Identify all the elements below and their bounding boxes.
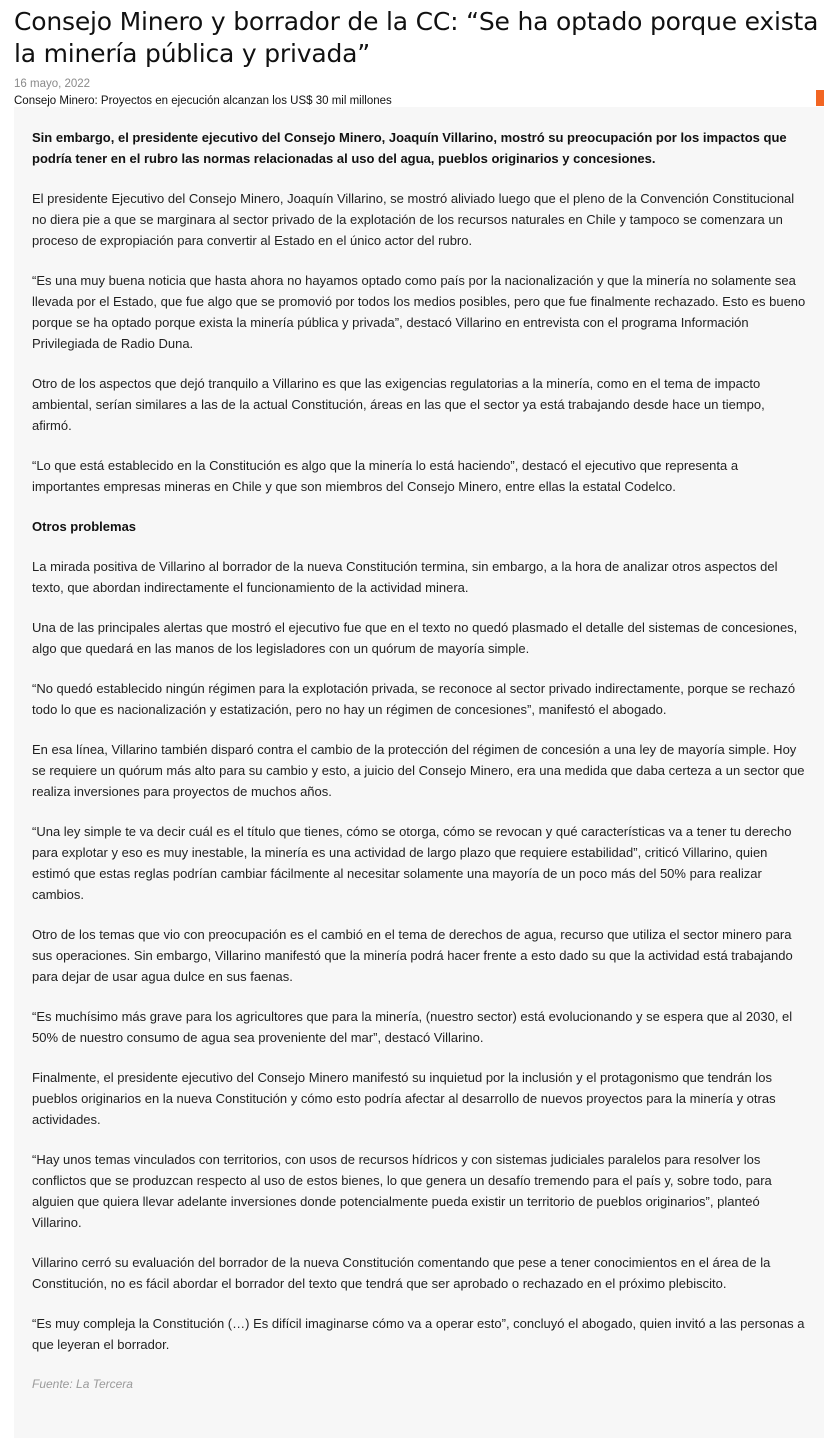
paragraph: Una de las principales alertas que mostró el ejecutivo fue que en el texto no quedó plasmado el detalle del sistemas de concesiones, algo que quedará en las manos de los legisladores con un quórum de mayoría simple.: [32, 620, 798, 656]
paragraph: Finalmente, el presidente ejecutivo del Consejo Minero manifestó su inquietud por la inclusión y el protagonismo que tendrán los pueblos originarios en la nueva Constitución y cómo esto podría afectar al desarrollo de nuevos proyectos para la minería y otras actividades.: [32, 1070, 776, 1127]
paragraph: En esa línea, Villarino también disparó contra el cambio de la protección del régimen de concesión a una ley de mayoría simple. Hoy se requiere un quórum más alto para su cambio y esto, a juicio del Consejo Minero, era una medida que daba certeza a un sector que realiza inversiones para proyectos de muchos años.: [32, 742, 805, 799]
paragraph: “Es muy compleja la Constitución (…) Es difícil imaginarse cómo va a operar esto”, concluyó el abogado, quien invitó a las personas a que leyeran el borrador.: [32, 1316, 805, 1352]
paragraph: “Lo que está establecido en la Constitución es algo que la minería lo está haciendo”, destacó el ejecutivo que representa a importantes empresas mineras en Chile y que son miembros del Consejo Minero, entre ellas la estatal Codelco.: [32, 458, 739, 494]
related-article-link[interactable]: Consejo Minero: Proyectos en ejecución alcanzan los US$ 30 mil millones: [14, 95, 392, 107]
article-date: 16 mayo, 2022: [14, 78, 91, 90]
paragraph: Otro de los temas que vio con preocupación es el cambió en el tema de derechos de agua, recurso que utiliza el sector minero para sus operaciones. Sin embargo, Villarino manifestó que la minería podrá hacer frente a esto dado su que la actividad está trabajando para dejar de usar agua dulce en sus faenas.: [32, 927, 793, 984]
paragraph: “Es una muy buena noticia que hasta ahora no hayamos optado como país por la nacionalización y que la minería no solamente sea llevada por el Estado, que fue algo que se promovió por todos los medios posibles, pero que fue finalmente rechazado. Esto es bueno porque se ha optado porque exista la minería pública y privada”, destacó Villarino en entrevista con el programa Información Privilegiada de Radio Duna.: [32, 273, 806, 351]
paragraph: “Es muchísimo más grave para los agricultores que para la minería, (nuestro sector) está evolucionando y se espera que al 2030, el 50% de nuestro consumo de agua sea proveniente del mar”, destacó Villarino.: [32, 1009, 793, 1045]
article-header: [0, 0, 837, 109]
paragraph: La mirada positiva de Villarino al borrador de la nueva Constitución termina, sin embargo, a la hora de analizar otros aspectos del texto, que abordan indirectamente el funcionamiento de la actividad minera.: [32, 559, 778, 595]
article-lead: Sin embargo, el presidente ejecutivo del Consejo Minero, Joaquín Villarino, mostró su preocupación por los impactos que podría tener en el rubro las normas relacionadas al uso del agua, pueblos originarios y concesiones.: [32, 130, 787, 166]
paragraph: “Hay unos temas vinculados con territorios, con usos de recursos hídricos y con sistemas judiciales paralelos para resolver los conflictos que se produzcan respecto al uso de estos bienes, lo que genera un desafío tremendo para el país y, sobre todo, para alguien que quiera llevar adelante inversiones donde potencialmente pueda existir un territorio de pueblos originarios”, planteó Villarino.: [32, 1152, 772, 1230]
accent-marker: [816, 90, 824, 106]
article-title: Consejo Minero y borrador de la CC: “Se ha optado porque exista la minería pública y privada”: [14, 7, 819, 68]
paragraph: Villarino cerró su evaluación del borrador de la nueva Constitución comentando que pese a tener conocimientos en el área de la Constitución, no es fácil abordar el borrador del texto que tendrá que ser aprobado o rechazado en el próximo plebiscito.: [32, 1255, 771, 1291]
paragraph: Otro de los aspectos que dejó tranquilo a Villarino es que las exigencias regulatorias a la minería, como en el tema de impacto ambiental, serían similares a las de la actual Constitución, áreas en las que el sector ya está trabajando desde hace un tiempo, afirmó.: [32, 376, 765, 433]
paragraph: “No quedó establecido ningún régimen para la explotación privada, se reconoce al sector privado indirectamente, porque se rechazó todo lo que es nacionalización y estatización, pero no hay un régimen de concesiones”, manifestó el abogado.: [32, 681, 796, 717]
article-body: [14, 107, 824, 1438]
paragraph: El presidente Ejecutivo del Consejo Minero, Joaquín Villarino, se mostró aliviado luego que el pleno de la Convención Constitucional no diera pie a que se marginara al sector privado de la explotación de los recursos naturales en Chile y tampoco se comenzara un proceso de expropiación para convertir al Estado en el único actor del rubro.: [32, 191, 795, 248]
paragraph: “Una ley simple te va decir cuál es el título que tienes, cómo se otorga, cómo se revocan y qué características va a tener tu derecho para explotar y eso es muy inestable, la minería es una actividad de largo plazo que requiere estabilidad”, criticó Villarino, quien estimó que estas reglas podrían cambiar fácilmente al necesitar solamente una mayoría de un poco más del 50% para realizar cambios.: [32, 824, 792, 902]
section-heading: Otros problemas: [32, 519, 137, 534]
article-source: Fuente: La Tercera: [32, 1377, 133, 1391]
